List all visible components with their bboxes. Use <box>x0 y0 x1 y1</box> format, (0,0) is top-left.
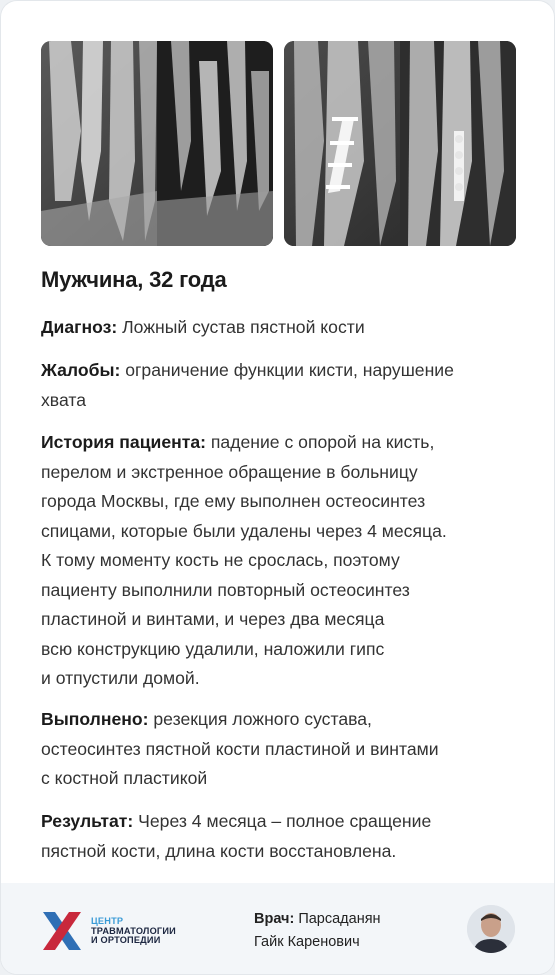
doctor-info <box>254 908 381 954</box>
logo-text: ЦЕНТР ТРАВМАТОЛОГИИ И ОРТОПЕДИИ <box>91 916 176 945</box>
case-card <box>1 1 554 974</box>
doctor-name: Гайк Каренович <box>254 934 360 950</box>
footer <box>1 883 554 974</box>
doctor-surname: Парсаданян <box>298 911 381 927</box>
history-text: и отпустили домой. <box>41 668 200 688</box>
performed-text: резекция ложного сустава, <box>153 709 372 729</box>
doctor-label: Врач: <box>254 911 295 927</box>
performed-text: с костной пластикой <box>41 768 208 788</box>
case-title: Мужчина, 32 года <box>41 267 227 292</box>
diagnosis-label: Диагноз: <box>41 317 118 337</box>
diagnosis-text: Ложный сустав пястной кости <box>122 317 365 337</box>
history-text: города Москвы, где ему выполнен остеосинтез <box>41 491 426 511</box>
clinic-logo[interactable] <box>41 910 206 952</box>
complaints-text: хвата <box>41 389 86 410</box>
history-text: падение с опорой на кисть, <box>210 432 435 452</box>
history-text: всю конструкцию удалили, наложили гипс <box>41 638 385 659</box>
result-section <box>41 807 513 866</box>
complaints-label: Жалобы: <box>41 360 121 380</box>
history-text: пациенту выполнили повторный остеосинтез <box>41 579 410 600</box>
result-text: Через 4 месяца – полное сращение <box>138 811 432 831</box>
complaints-section <box>41 356 513 415</box>
performed-section <box>41 705 513 794</box>
result-label: Результат: <box>41 811 134 831</box>
history-section <box>41 428 513 694</box>
diagnosis-section <box>41 313 513 343</box>
performed-text: остеосинтез пястной кости пластиной и винтами <box>41 738 439 759</box>
history-text: перелом и экстренное обращение в больницу <box>41 461 418 482</box>
x-logo-icon <box>41 910 83 952</box>
doctor-avatar[interactable] <box>467 905 515 953</box>
result-text: пястной кости, длина кости восстановлена. <box>41 840 397 861</box>
history-label: История пациента: <box>41 432 206 452</box>
history-text: пластиной и винтами, и через два месяца <box>41 609 385 629</box>
complaints-text: ограничение функции кисти, нарушение <box>125 360 454 380</box>
xray-before-image <box>41 41 273 246</box>
performed-label: Выполнено: <box>41 709 149 729</box>
history-text: спицами, которые были удалены через 4 месяца. <box>41 520 447 541</box>
history-text: К тому моменту кость не срослась, поэтому <box>41 550 400 570</box>
xray-after-image <box>284 41 516 246</box>
